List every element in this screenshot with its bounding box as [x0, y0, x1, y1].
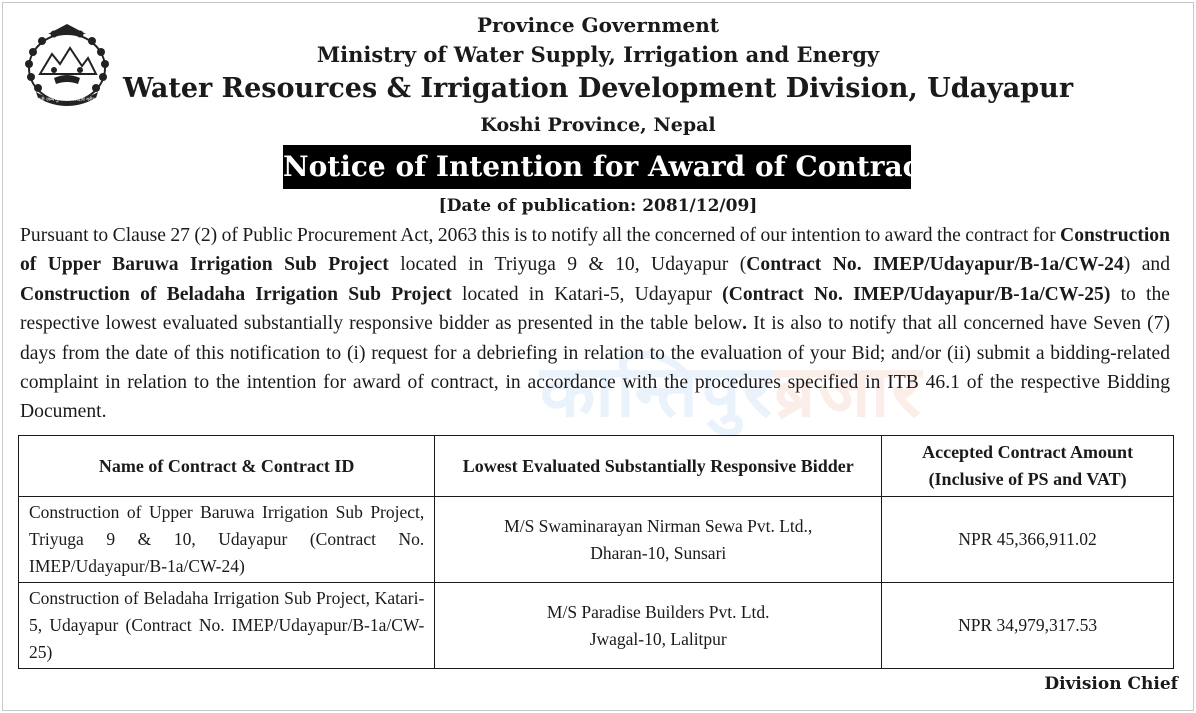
emblem-motto: जननी जन्मभूमिश्च स्वर्गादपि गरीयसी	[33, 97, 101, 103]
division-heading: Water Resources & Irrigation Development Division, Udayapur	[122, 73, 1074, 104]
bidder-name: M/S Swaminarayan Nirman Sewa Pvt. Ltd.,	[504, 515, 813, 536]
bidder-name: M/S Paradise Builders Pvt. Ltd.	[546, 601, 770, 622]
body-text-segment: .	[742, 313, 748, 335]
amount-cell: NPR 34,979,317.53	[882, 583, 1174, 669]
column-header-contract: Name of Contract & Contract ID	[19, 436, 435, 497]
province-government-heading: Province Government	[476, 13, 720, 37]
watermark-part-1: कान्तिपुर	[540, 349, 775, 433]
column-header-bidder: Lowest Evaluated Substantially Responsive Bidder	[435, 436, 882, 497]
notice-title: Notice of Intention for Award of Contract	[283, 145, 911, 189]
contract-1-id: Contract No. IMEP/Udayapur/B-1a/CW-24	[746, 254, 1124, 276]
project-1-name: Construction of Upper Baruwa Irrigation Sub Project	[20, 225, 1170, 276]
body-text-segment: located in Triyuga 9 & 10, Udayapur (	[388, 254, 747, 276]
contract-2-id: (Contract No. IMEP/Udayapur/B-1a/CW-25)	[722, 283, 1111, 305]
publication-date: [Date of publication: 2081/12/09]	[438, 196, 758, 216]
contract-name-cell: Construction of Upper Baruwa Irrigation Sub Project, Triyuga 9 & 10, Udayapur (Contract No. IMEP/Udayapur/B-1a/CW-24)	[19, 497, 435, 583]
bidder-cell	[435, 583, 882, 669]
body-text-segment: Pursuant to Clause 27 (2) of Public Procurement Act, 2063 this is to notify all the concerned of our intention to award the contract for	[20, 225, 1061, 246]
signature-division-chief: Division Chief	[1044, 674, 1178, 694]
amount-cell: NPR 45,366,911.02	[882, 497, 1174, 583]
body-text-segment: ) and	[1123, 254, 1171, 276]
body-text-segment: to the respective lowest evaluated substantially responsive bidder as presented in the table below	[20, 283, 1170, 335]
table-header-row	[19, 436, 1174, 497]
watermark-part-2: ब्रजार	[774, 349, 923, 433]
notice-body	[20, 221, 1170, 427]
bidder-address: Jwagal-10, Lalitpur	[589, 628, 727, 649]
bidder-address: Dharan-10, Sunsari	[590, 542, 727, 563]
project-2-name: Construction of Beladaha Irrigation Sub Project	[20, 283, 452, 305]
body-text-segment: It is also to notify that all concerned have Seven (7) days from the date of this notification to (i) request for a debriefing in relation to the evaluation of your Bid; and/or (ii) submit a bidding-related complaint in relation to the intention for award of contract, in accordance with the procedures specified in ITB 46.1 of the respective Bidding Document.	[20, 313, 1170, 423]
ministry-heading: Ministry of Water Supply, Irrigation and Energy	[316, 42, 880, 67]
table-row	[19, 583, 1174, 669]
column-header-amount: Accepted Contract Amount (Inclusive of PS and VAT)	[882, 436, 1174, 497]
bidder-cell	[435, 497, 882, 583]
table-row	[19, 497, 1174, 583]
contract-name-cell: Construction of Beladaha Irrigation Sub Project, Katari-5, Udayapur (Contract No. IMEP/Udayapur/B-1a/CW-25)	[19, 583, 435, 669]
location-heading: Koshi Province, Nepal	[480, 114, 716, 136]
award-table	[18, 435, 1174, 669]
body-text-segment: located in Katari-5, Udayapur	[451, 283, 723, 305]
